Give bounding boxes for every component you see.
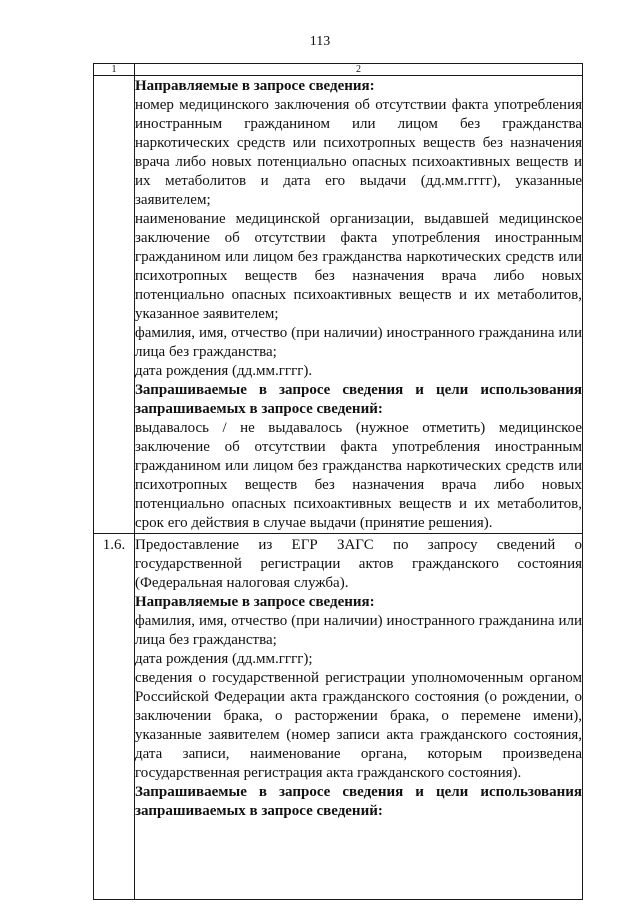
paragraph-requested-data-heading: Запрашиваемые в запросе сведения и цели использования запрашиваемых в запросе сведений: (135, 382, 582, 417)
table-row-continued (94, 76, 583, 534)
paragraph-birth-date: дата рождения (дд.мм.гггг); (135, 651, 313, 667)
document-table (93, 63, 583, 900)
paragraph-full-name: фамилия, имя, отчество (при наличии) иностранного гражданина или лица без гражданства; (135, 613, 582, 648)
page-number: 113 (309, 34, 331, 49)
paragraph-civil-status-registration: сведения о государственной регистрации уполномоченным органом Российской Федерации акта гражданского состояния (о рождении, о заключении брака, о расторжении брака, о перемене имени), указанные заявителем (номер записи акта гражданского состояния, дата записи, наименование органа, которым произведена государственная регистрация акта гражданского состояния). (135, 670, 582, 781)
table-row-1-6 (94, 534, 583, 900)
paragraph-sent-data-heading: Направляемые в запросе сведения: (135, 78, 375, 94)
table-header-row (94, 64, 583, 76)
paragraph-sent-data-heading: Направляемые в запросе сведения: (135, 594, 375, 610)
paragraph-certificate-number: номер медицинского заключения об отсутствии факта употребления иностранным гражданином или лицом без гражданства наркотических средств или психотропных веществ без назначения врача либо новых потенциально опасных психоактивных веществ и их метаболитов и дата его выдачи (дд.мм.гггг), указанные заявителем; (135, 97, 582, 208)
header-col-1: 1 (94, 64, 135, 76)
header-col-2: 2 (135, 64, 583, 76)
row-number-cell: 1.6. (94, 534, 135, 900)
row-content-cell (135, 534, 583, 900)
row-content-cell (135, 76, 583, 534)
row-number-cell-empty (94, 76, 135, 534)
paragraph-birth-date: дата рождения (дд.мм.гггг). (135, 363, 313, 379)
paragraph-issued-status: выдавалось / не выдавалось (нужное отметить) медицинское заключение об отсутствии факта употребления иностранным гражданином или лицом без гражданства наркотических средств или психотропных веществ без назначения врача либо новых потенциально опасных психоактивных веществ и их метаболитов, срок его действия в случае выдачи (принятие решения). (135, 420, 582, 531)
paragraph-requested-data-heading: Запрашиваемые в запросе сведения и цели использования запрашиваемых в запросе сведений: (135, 784, 582, 819)
paragraph-medical-organization: наименование медицинской организации, выдавшей медицинское заключение об отсутствии факта употребления иностранным гражданином или лицом без гражданства наркотических средств или психотропных веществ без назначения врача либо новых потенциально опасных психоактивных веществ и их метаболитов, указанное заявителем; (135, 211, 582, 322)
paragraph-egr-zags-description: Предоставление из ЕГР ЗАГС по запросу сведений о государственной регистрации актов гражданского состояния (Федеральная налоговая служба). (135, 537, 582, 591)
paragraph-full-name: фамилия, имя, отчество (при наличии) иностранного гражданина или лица без гражданства; (135, 325, 582, 360)
